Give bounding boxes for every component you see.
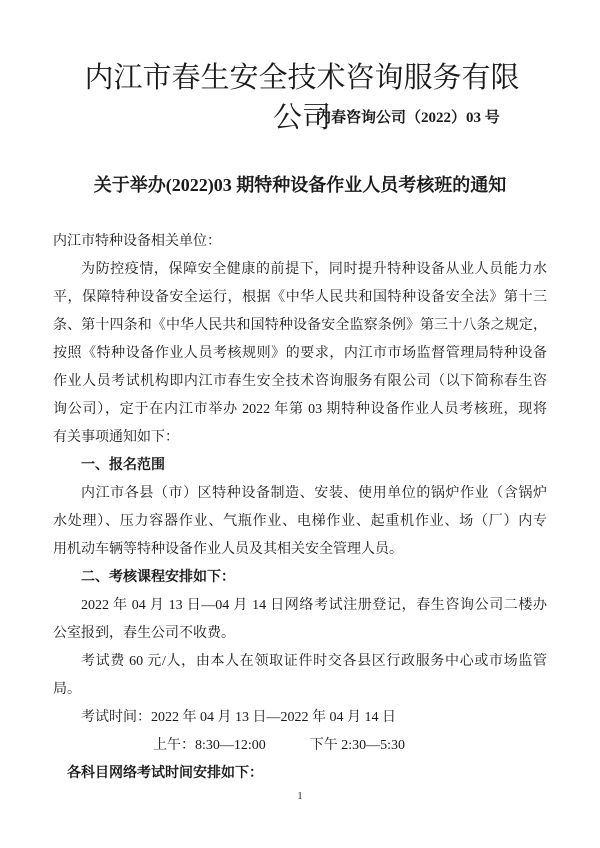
- page-number: 1: [297, 791, 303, 802]
- text-line: 水处理）、压力容器作业、气瓶作业、电梯作业、起重机作业、场（厂）内专: [53, 514, 547, 529]
- notice-body: [53, 228, 547, 788]
- text-line: 考试费 60 元/人，由本人在领取证件时交各县区行政服务中心或市场监管: [81, 654, 547, 669]
- text-line: 条、第十四条和《中华人民共和国特种设备安全监察条例》第三十八条之规定，: [53, 318, 547, 333]
- page-flow: [53, 228, 547, 804]
- text-line: 2022 年 04 月 13 日—04 月 14 日网络考试注册登记，春生咨询公司二楼办: [81, 598, 547, 613]
- text-line: 公室报到，春生公司不收费。: [53, 626, 235, 641]
- subjects-heading: 各科目网络考试时间安排如下：: [67, 766, 263, 781]
- text-line: 有关事项通知如下：: [53, 430, 179, 445]
- afternoon-session: 下午 2:30—5:30: [309, 738, 406, 753]
- text-line: 用机动车辆等特种设备作业人员及其相关安全管理人员。: [53, 542, 403, 557]
- salutation: 内江市特种设备相关单位：: [53, 234, 221, 249]
- section-heading: 一、报名范围: [81, 458, 165, 473]
- exam-sessions: [53, 732, 547, 760]
- text-line: 为防控疫情，保障安全健康的前提下，同时提升特种设备从业人员能力水: [81, 262, 547, 277]
- morning-session: 上午：8:30—12:00: [153, 738, 266, 753]
- text-line: 询公司），定于在内江市举办 2022 年第 03 期特种设备作业人员考核班，现将: [53, 402, 547, 417]
- company-letterhead: 内江市春生安全技术咨询服务有限公司: [84, 62, 520, 134]
- fee-paragraph: [53, 648, 547, 704]
- text-line: 内江市各县（市）区特种设备制造、安装、使用单位的锅炉作业（含锅炉: [81, 486, 547, 501]
- exam-time: 考试时间：2022 年 04 月 13 日—2022 年 04 月 14 日: [81, 710, 396, 725]
- text-line: 局。: [53, 682, 81, 697]
- text-line: 按照《特种设备作业人员考核规则》的要求，内江市市场监督管理局特种设备: [53, 346, 547, 361]
- section-heading: 二、考核课程安排如下：: [81, 570, 235, 585]
- registration-paragraph: [53, 592, 547, 648]
- scope-paragraph: [53, 480, 547, 564]
- text-line: 作业人员考试机构即内江市春生安全技术咨询服务有限公司（以下简称春生咨: [53, 374, 547, 389]
- text-line: 平，保障特种设备安全运行，根据《中华人民共和国特种设备安全法》第十三: [53, 290, 547, 305]
- notice-title: 关于举办(2022)03 期特种设备作业人员考核班的通知: [93, 175, 507, 195]
- intro-paragraph: [53, 256, 547, 452]
- document-number: 内春咨询公司（2022）03 号: [316, 110, 500, 126]
